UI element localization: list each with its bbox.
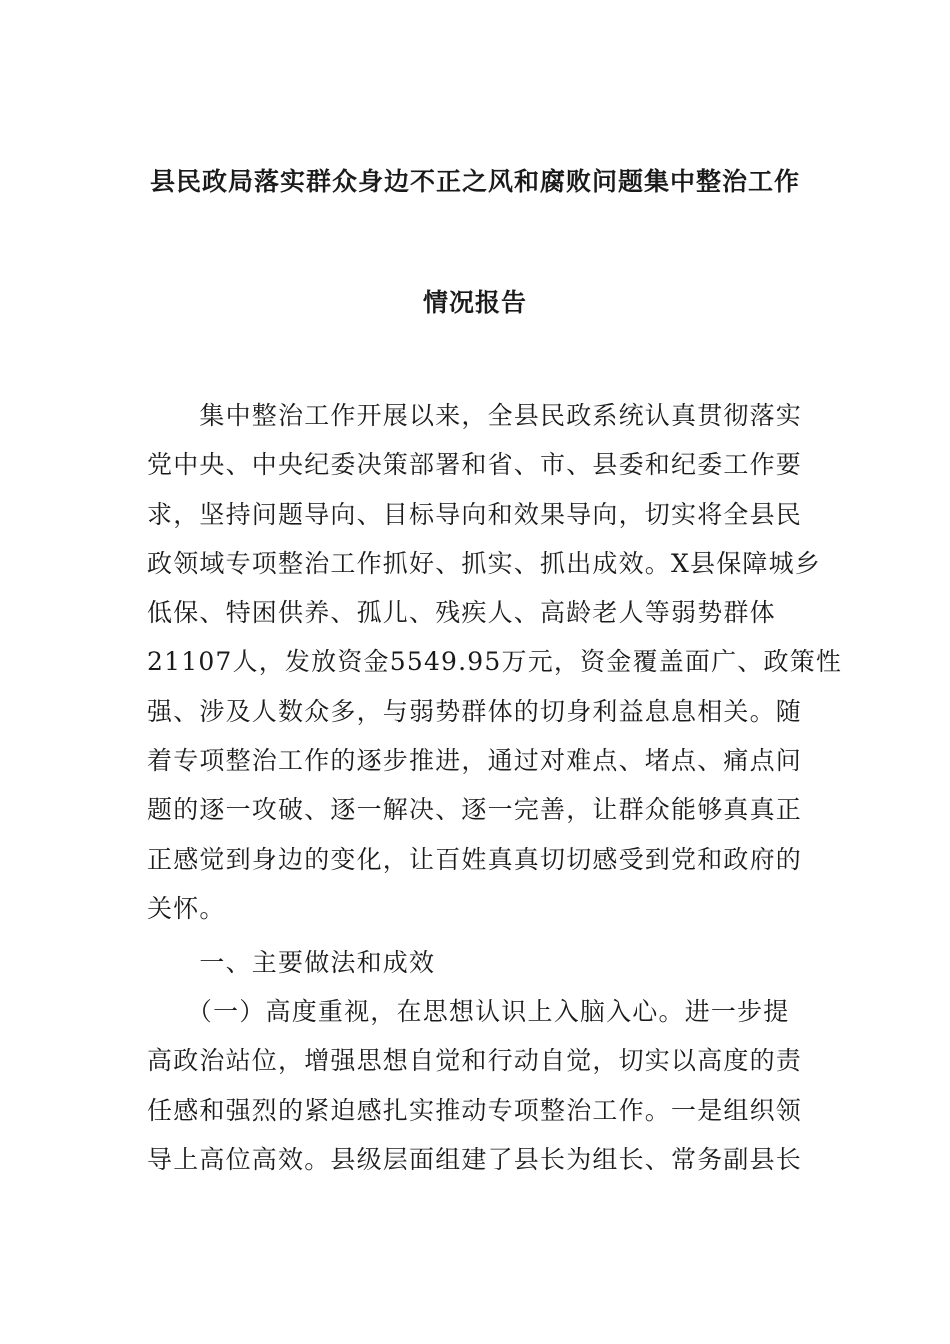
paragraph-line: 强、涉及人数众多，与弱势群体的切身利益息息相关。随 xyxy=(147,696,803,726)
intro-paragraph xyxy=(147,391,843,933)
section-heading xyxy=(147,938,807,987)
paragraph-line: 求，坚持问题导向、目标导向和效果导向，切实将全县民 xyxy=(147,499,803,529)
paragraph-line: 导上高位高效。县级层面组建了县长为组长、常务副县长 xyxy=(147,1144,803,1174)
paragraph-line: 党中央、中央纪委决策部署和省、市、县委和纪委工作要 xyxy=(147,450,803,480)
paragraph-line: 题的逐一攻破、逐一解决、逐一完善，让群众能够真真正 xyxy=(147,795,803,825)
paragraph-line: （一）高度重视，在思想认识上入脑入心。进一步提 xyxy=(147,997,790,1026)
section-heading-text: 一、主要做法和成效 xyxy=(147,948,436,977)
paragraph-line: 高政治站位，增强思想自觉和行动自觉，切实以高度的责 xyxy=(147,1046,803,1076)
paragraph-line: 着专项整治工作的逐步推进，通过对难点、堵点、痛点问 xyxy=(147,746,803,776)
paragraph-line: 低保、特困供养、孤儿、残疾人、高龄老人等弱势群体 xyxy=(147,598,776,628)
section-paragraph xyxy=(147,987,807,1184)
paragraph-line: 21107人，发放资金5549.95万元，资金覆盖面广、政策性 xyxy=(147,647,843,677)
paragraph-line: 正感觉到身边的变化，让百姓真真切切感受到党和政府的 xyxy=(147,844,803,874)
document-title-line-2: 情况报告 xyxy=(422,288,527,317)
paragraph-line: 关怀。 xyxy=(147,893,226,923)
paragraph-line: 集中整治工作开展以来，全县民政系统认真贯彻落实 xyxy=(147,401,803,430)
paragraph-line: 任感和强烈的紧迫感扎实推动专项整治工作。一是组织领 xyxy=(147,1095,803,1125)
paragraph-line: 政领域专项整治工作抓好、抓实、抓出成效。X县保障城乡 xyxy=(147,548,822,578)
document-title-line-1: 县民政局落实群众身边不正之风和腐败问题集中整治工作 xyxy=(149,167,800,196)
